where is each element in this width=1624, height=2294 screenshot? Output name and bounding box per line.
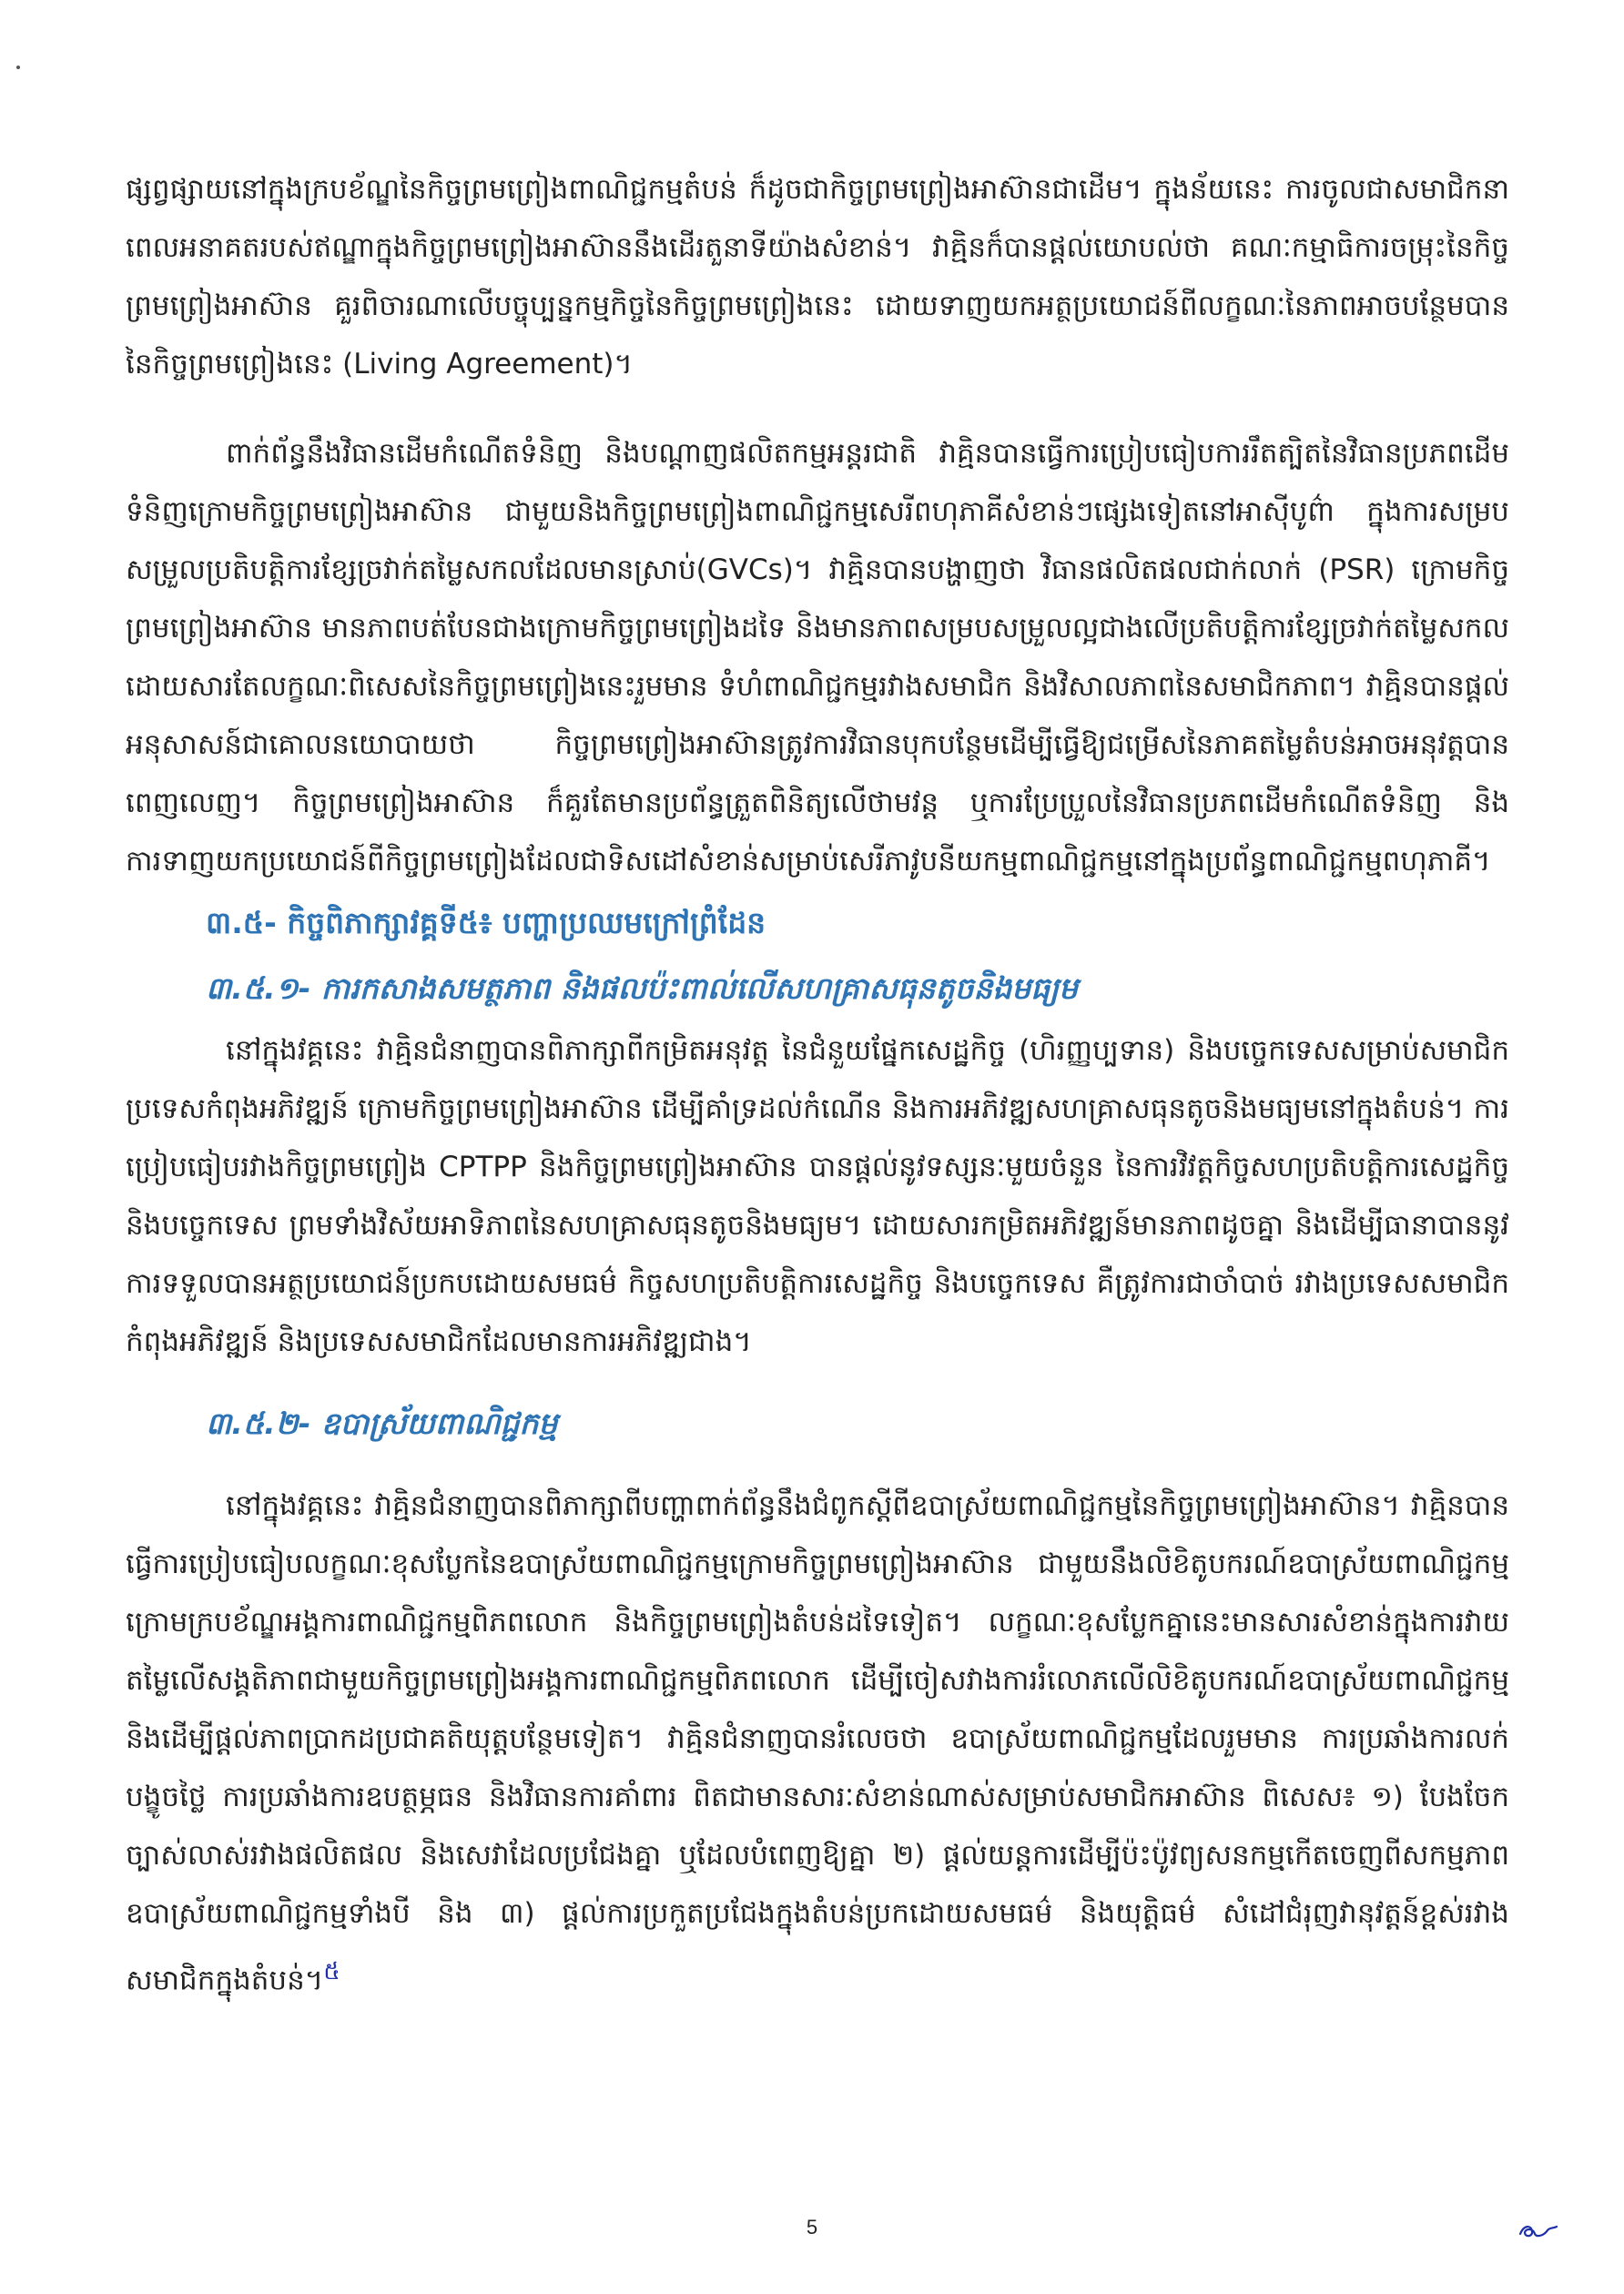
footnote-mark: ៥ bbox=[323, 1958, 340, 1985]
document-body bbox=[126, 160, 1509, 2009]
section-heading-3-5: ៣.៥- កិច្ចពិភាក្សាវគ្គទី៥៖ បញ្ហាប្រឈមក្រៅព្រំដែន bbox=[206, 905, 766, 940]
paragraph-trade-remedies-text: នៅក្នុងវគ្គនេះ វាគ្មិនជំនាញបានពិភាក្សាពីបញ្ហាពាក់ព័ន្ធនឹងជំពូកស្តីពីឧបាស្រ័យពាណិជ្ជកម្មនៃកិច្ចព្រមព្រៀងអាស៊ាន។ វាគ្មិនបានធ្វើការប្រៀបធៀបលក្ខណៈខុសប្លែកនៃឧបាស្រ័យពាណិជ្ជកម្មក្រោមកិច្ចព្រមព្រៀងអាស៊ាន ជាមួយនឹងលិខិតូបករណ៍ឧបាស្រ័យពាណិជ្ជកម្ម ក្រោមក្របខ័ណ្ឌអង្គការពាណិជ្ជកម្មពិភពលោក និងកិច្ចព្រមព្រៀងតំបន់ដទៃទៀត។ លក្ខណៈខុសប្លែកគ្នានេះមានសារសំខាន់ក្នុងការវាយតម្លៃលើសង្គតិភាពជាមួយកិច្ចព្រមព្រៀងអង្គការពាណិជ្ជកម្មពិភពលោក ដើម្បីចៀសវាងការរំលោភលើលិខិតូបករណ៍ឧបាស្រ័យពាណិជ្ជកម្ម និងដើម្បីផ្តល់ភាពប្រាកដប្រជាគតិយុត្តបន្ថែមទៀត។ វាគ្មិនជំនាញបានរំលេចថា ឧបាស្រ័យពាណិជ្ជកម្មដែលរួមមាន ការប្រឆាំងការលក់បង្ខូចថ្លៃ ការប្រឆាំងការឧបត្ថម្ភធន និងវិធានការគាំពារ ពិតជាមានសារៈសំខាន់ណាស់សម្រាប់សមាជិកអាស៊ាន ពិសេស៖ ១) បែងចែកច្បាស់លាស់រវាងផលិតផល និងសេវាដែលប្រជែងគ្នា ឬដែលបំពេញឱ្យគ្នា ២) ផ្តល់យន្តការដើម្បីប៉ះប៉ូវព្យសនកម្មកើតចេញពីសកម្មភាពឧបាស្រ័យពាណិជ្ជកម្មទាំងបី និង ៣) ផ្តល់ការប្រកួតប្រជែងក្នុងតំបន់ប្រកដោយសមធម៌ និងយុត្តិធម៌ សំដៅជំរុញវានុវត្តន៍ខ្ពស់រវាងសមាជិកក្នុងតំបន់។ bbox=[126, 1489, 1509, 1997]
paragraph-trade-remedies bbox=[126, 1477, 1509, 2009]
paragraph-continuation: ផ្សព្វផ្សាយនៅក្នុងក្របខ័ណ្ឌនៃកិច្ចព្រមព្រៀងពាណិជ្ជកម្មតំបន់ ក៏ដូចជាកិច្ចព្រមព្រៀងអាស៊ានជាដើម។ ក្នុងន័យនេះ ការចូលជាសមាជិកនាពេលអនាគតរបស់ឥណ្ឌាក្នុងកិច្ចព្រមព្រៀងអាស៊ាននឹងដើរតួនាទីយ៉ាងសំខាន់។ វាគ្មិនក៏បានផ្តល់យោបល់ថា គណៈកម្មាធិការចម្រុះនៃកិច្ចព្រមព្រៀងអាស៊ាន គួរពិចារណាលើបច្ចុប្បន្នកម្មកិច្ចនៃកិច្ចព្រមព្រៀងនេះ ដោយទាញយកអត្ថប្រយោជន៍ពីលក្ខណៈនៃភាពអាចបន្ថែមបាននៃកិច្ចព្រមព្រៀងនេះ (Living Agreement)។ bbox=[126, 173, 1509, 381]
scan-speck bbox=[16, 66, 20, 69]
handwritten-initial-icon bbox=[1517, 2216, 1560, 2243]
paragraph-capacity-building: នៅក្នុងវគ្គនេះ វាគ្មិនជំនាញបានពិភាក្សាពីកម្រិតអនុវត្ត នៃជំនួយផ្នែកសេដ្ឋកិច្ច (ហិរញ្ញប្បទាន) និងបច្ចេកទេសសម្រាប់សមាជិកប្រទេសកំពុងអភិវឌ្ឍន៍ ក្រោមកិច្ចព្រមព្រៀងអាស៊ាន ដើម្បីគាំទ្រដល់កំណើន និងការអភិវឌ្ឍសហគ្រាសធុនតូចនិងមធ្យមនៅក្នុងតំបន់។ ការប្រៀបធៀបរវាងកិច្ចព្រមព្រៀង CPTPP និងកិច្ចព្រមព្រៀងអាស៊ាន បានផ្តល់នូវទស្សនៈមួយចំនួន នៃការវិវត្តកិច្ចសហប្រតិបត្តិការសេដ្ឋកិច្ច និងបច្ចេកទេស ព្រមទាំងវិស័យអាទិភាពនៃសហគ្រាសធុនតូចនិងមធ្យម។ ដោយសារកម្រិតអភិវឌ្ឍន៍មានភាពដូចគ្នា និងដើម្បីធានាបាននូវការទទួលបានអត្ថប្រយោជន៍ប្រកបដោយសមធម៌ កិច្ចសហប្រតិបត្តិការសេដ្ឋកិច្ច និងបច្ចេកទេស គឺត្រូវការជាចាំបាច់ រវាងប្រទេសសមាជិកកំពុងអភិវឌ្ឍន៍ និងប្រទេសសមាជិកដែលមានការអភិវឌ្ឍជាង។ bbox=[126, 1034, 1509, 1358]
subsection-heading-3-5-1: ៣.៥.១- ការកសាងសមត្ថភាព និងផលប៉ះពាល់លើសហគ្រាសធុនតូចនិងមធ្យម bbox=[206, 970, 1078, 1006]
subsection-heading-3-5-2: ៣.៥.២- ឧបាស្រ័យពាណិជ្ជកម្ម bbox=[206, 1406, 558, 1441]
paragraph-rules-of-origin: ពាក់ព័ន្ធនឹងវិធានដើមកំណើតទំនិញ និងបណ្តាញផលិតកម្មអន្តរជាតិ វាគ្មិនបានធ្វើការប្រៀបធៀបការរឹតត្បិតនៃវិធានប្រភពដើមទំនិញក្រោមកិច្ចព្រមព្រៀងអាស៊ាន ជាមួយនិងកិច្ចព្រមព្រៀងពាណិជ្ជកម្មសេរីពហុភាគីសំខាន់ៗផ្សេងទៀតនៅអាស៊ីបូព៌ា ក្នុងការសម្របសម្រួលប្រតិបត្តិការខ្សែច្រវាក់តម្លៃសកលដែលមានស្រាប់(GVCs)។ វាគ្មិនបានបង្ហាញថា វិធានផលិតផលជាក់លាក់ (PSR) ក្រោមកិច្ចព្រមព្រៀងអាស៊ាន មានភាពបត់បែនជាងក្រោមកិច្ចព្រមព្រៀងដទៃ និងមានភាពសម្របសម្រួលល្អជាងលើប្រតិបត្តិការខ្សែច្រវាក់តម្លៃសកល ដោយសារតែលក្ខណៈពិសេសនៃកិច្ចព្រមព្រៀងនេះរួមមាន ទំហំពាណិជ្ជកម្មរវាងសមាជិក និងវិសាលភាពនៃសមាជិកភាព។ វាគ្មិនបានផ្តល់អនុសាសន៍ជាគោលនយោបាយថា កិច្ចព្រមព្រៀងអាស៊ានត្រូវការវិធានបុកបន្ថែមដើម្បីធ្វើឱ្យជម្រើសនៃភាគតម្លៃតំបន់អាចអនុវត្តបានពេញលេញ។ កិច្ចព្រមព្រៀងអាស៊ាន ក៏គួរតែមានប្រព័ន្ធត្រួតពិនិត្យលើថាមវន្ត ឬការប្រែប្រួលនៃវិធានប្រភពដើមកំណើតទំនិញ និងការទាញយកប្រយោជន៍ពីកិច្ចព្រមព្រៀងដែលជាទិសដៅសំខាន់សម្រាប់សេរីភាវូបនីយកម្មពាណិជ្ជកម្មនៅក្នុងប្រព័ន្ធពាណិជ្ជកម្មពហុភាគី។ bbox=[126, 437, 1509, 878]
page-number: 5 bbox=[806, 2216, 818, 2238]
